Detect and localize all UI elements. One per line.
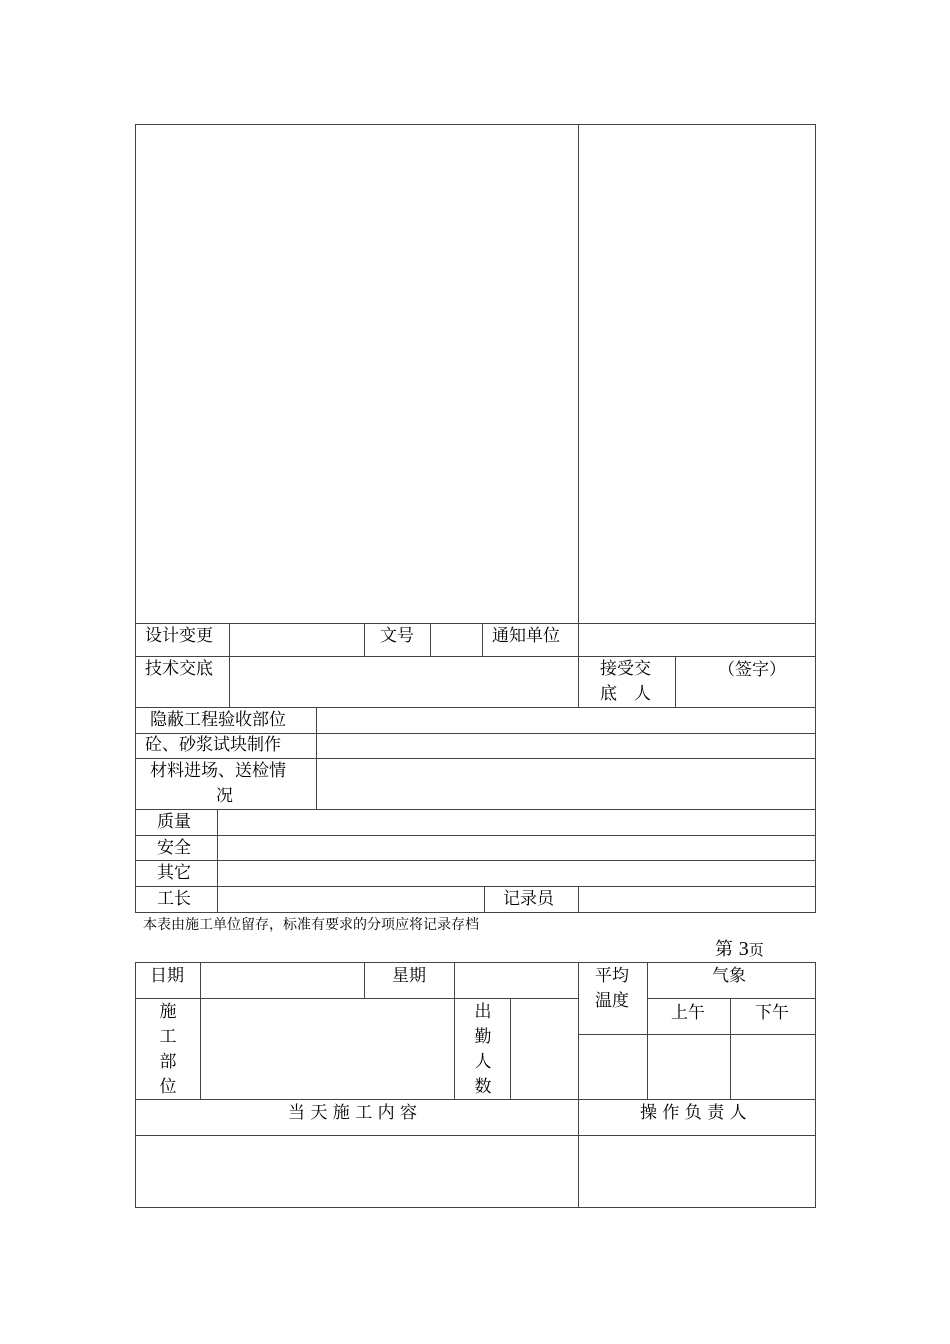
- safety-label: 安全: [157, 838, 191, 858]
- top-upper-divider: [578, 124, 579, 708]
- col-line: [430, 623, 431, 656]
- attendance-char: 人: [474, 1052, 492, 1072]
- hidden-works-label: 隐蔽工程验收部位: [150, 710, 286, 730]
- col-line: [730, 998, 731, 1099]
- material-label-line2: 况: [216, 786, 233, 806]
- col-line: [484, 886, 485, 913]
- signature-label: （签字）: [718, 660, 786, 680]
- col-line: [454, 962, 455, 1099]
- weekday-label: 星期: [392, 966, 426, 986]
- site-part-char: 施: [159, 1002, 177, 1022]
- col-line: [316, 707, 317, 809]
- col-line: [364, 962, 365, 998]
- avg-temp-label-line1: 平均: [595, 966, 629, 986]
- concrete-sample-label: 砼、砂浆试块制作: [145, 735, 281, 755]
- row-line: [135, 886, 816, 887]
- receiver-label-line2: 底 人: [600, 684, 651, 704]
- receiver-label-line1: 接受交: [600, 659, 651, 679]
- col-line: [200, 962, 201, 1099]
- site-part-char: 工: [159, 1027, 177, 1047]
- row-line: [135, 1135, 816, 1136]
- design-change-label: 设计变更: [145, 626, 213, 646]
- col-line: [647, 962, 648, 1099]
- top-form-frame: [135, 124, 816, 913]
- attendance-char: 出: [474, 1002, 492, 1022]
- col-line: [229, 623, 230, 707]
- col-line: [578, 886, 579, 913]
- col-line: [578, 962, 579, 1208]
- operator-header: 操 作 负 责 人: [640, 1103, 747, 1123]
- page-value: 3: [738, 938, 749, 960]
- row-line: [135, 998, 578, 999]
- weather-label: 气象: [712, 966, 746, 986]
- attendance-char: 数: [474, 1077, 492, 1097]
- site-part-char: 部: [159, 1052, 177, 1072]
- morning-label: 上午: [671, 1003, 705, 1023]
- col-line: [510, 998, 511, 1099]
- row-line: [135, 835, 816, 836]
- daily-content-header: 当 天 施 工 内 容: [288, 1103, 418, 1123]
- footnote: 本表由施工单位留存，标准有要求的分项应将记录存档: [143, 917, 479, 933]
- attendance-char: 勤: [474, 1027, 492, 1047]
- col-line: [217, 809, 218, 913]
- site-part-char: 位: [159, 1077, 177, 1097]
- col-line: [364, 623, 365, 656]
- row-line: [135, 656, 816, 657]
- page-number: [715, 937, 764, 963]
- notify-unit-label: 通知单位: [492, 626, 560, 646]
- page-suffix: 页: [748, 941, 764, 959]
- afternoon-label: 下午: [755, 1003, 789, 1023]
- col-line: [482, 623, 483, 656]
- row-line: [135, 860, 816, 861]
- row-line: [647, 998, 816, 999]
- quality-label: 质量: [157, 812, 191, 832]
- row-line: [135, 623, 816, 624]
- recorder-label: 记录员: [503, 889, 554, 909]
- avg-temp-label-line2: 温度: [595, 991, 629, 1011]
- page-prefix: 第: [715, 939, 733, 960]
- col-line: [675, 656, 676, 707]
- row-line: [135, 809, 816, 810]
- foreman-label: 工长: [157, 889, 191, 909]
- material-label-line1: 材料进场、送检情: [150, 761, 286, 781]
- other-label: 其它: [157, 863, 191, 883]
- row-line: [578, 1034, 816, 1035]
- tech-disclosure-label: 技术交底: [145, 659, 213, 679]
- doc-no-label: 文号: [380, 626, 414, 646]
- date-label: 日期: [150, 966, 184, 986]
